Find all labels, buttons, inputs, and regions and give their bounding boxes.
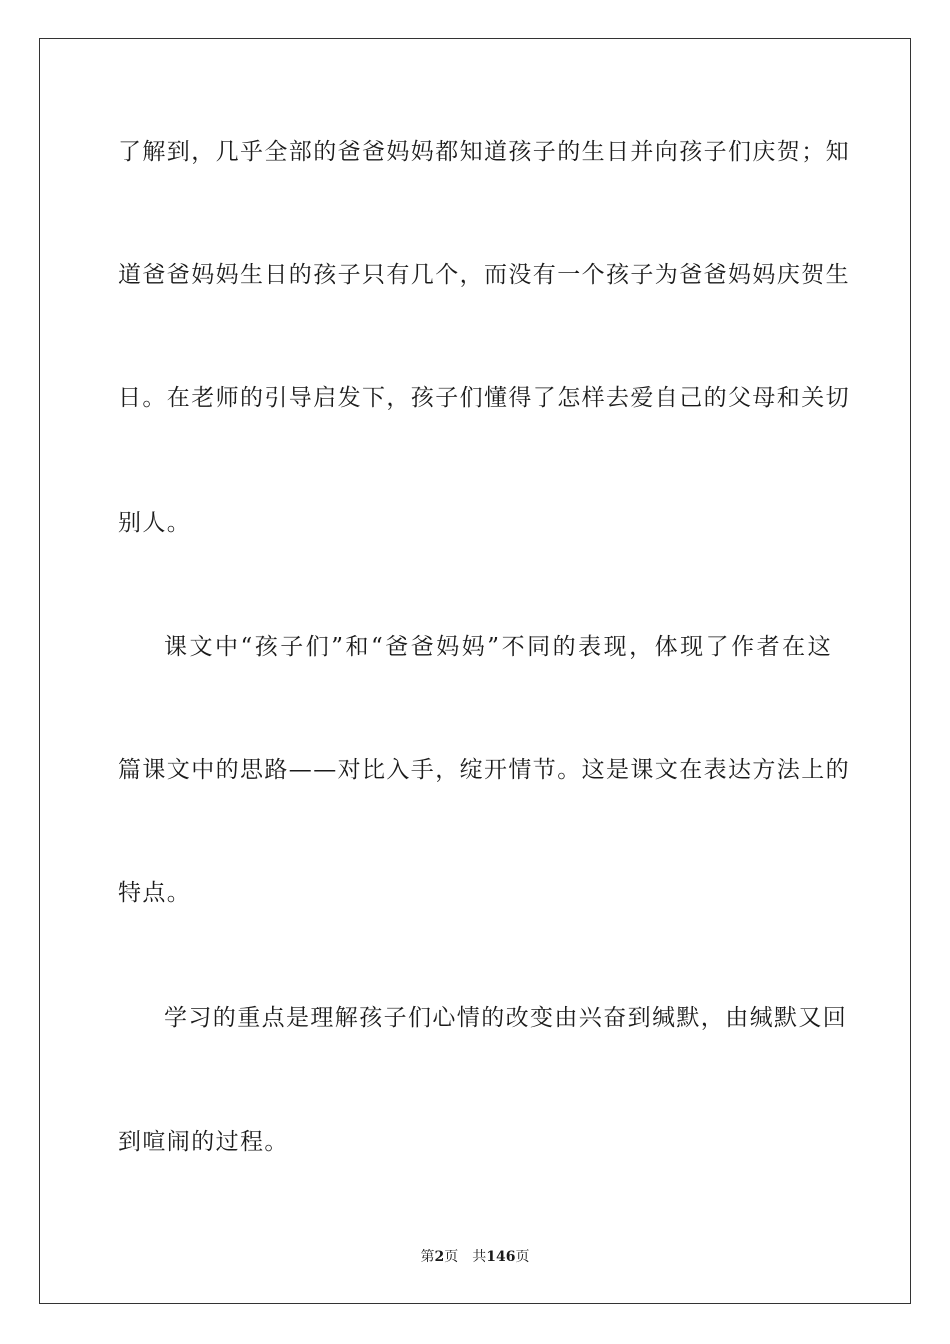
page-suffix: 页 [444, 1249, 459, 1265]
page-footer [0, 1248, 950, 1266]
text-line-7: 特点。 [118, 880, 192, 906]
page-border [39, 38, 911, 1304]
page-prefix: 第 [420, 1249, 435, 1265]
text-line-4: 别人。 [118, 510, 192, 536]
text-line-3: 日。在老师的引导启发下，孩子们懂得了怎样去爱自己的父母和关切 [118, 385, 850, 411]
text-line-6: 篇课文中的思路——对比入手，绽开情节。这是课文在表达方法上的 [118, 757, 850, 783]
text-line-1: 了解到，几乎全部的爸爸妈妈都知道孩子的生日并向孩子们庆贺；知 [118, 139, 850, 165]
total-suffix: 页 [515, 1249, 530, 1265]
text-line-5: 课文中“孩子们”和“爸爸妈妈”不同的表现，体现了作者在这 [164, 634, 832, 660]
text-line-2: 道爸爸妈妈生日的孩子只有几个，而没有一个孩子为爸爸妈妈庆贺生 [118, 262, 850, 288]
page-number: 2 [434, 1249, 445, 1265]
text-line-9: 到喧闹的过程。 [118, 1129, 289, 1155]
text-line-8: 学习的重点是理解孩子们心情的改变由兴奋到缄默，由缄默又回 [164, 1005, 848, 1031]
total-prefix: 共 [472, 1249, 487, 1265]
total-pages: 146 [486, 1249, 516, 1265]
